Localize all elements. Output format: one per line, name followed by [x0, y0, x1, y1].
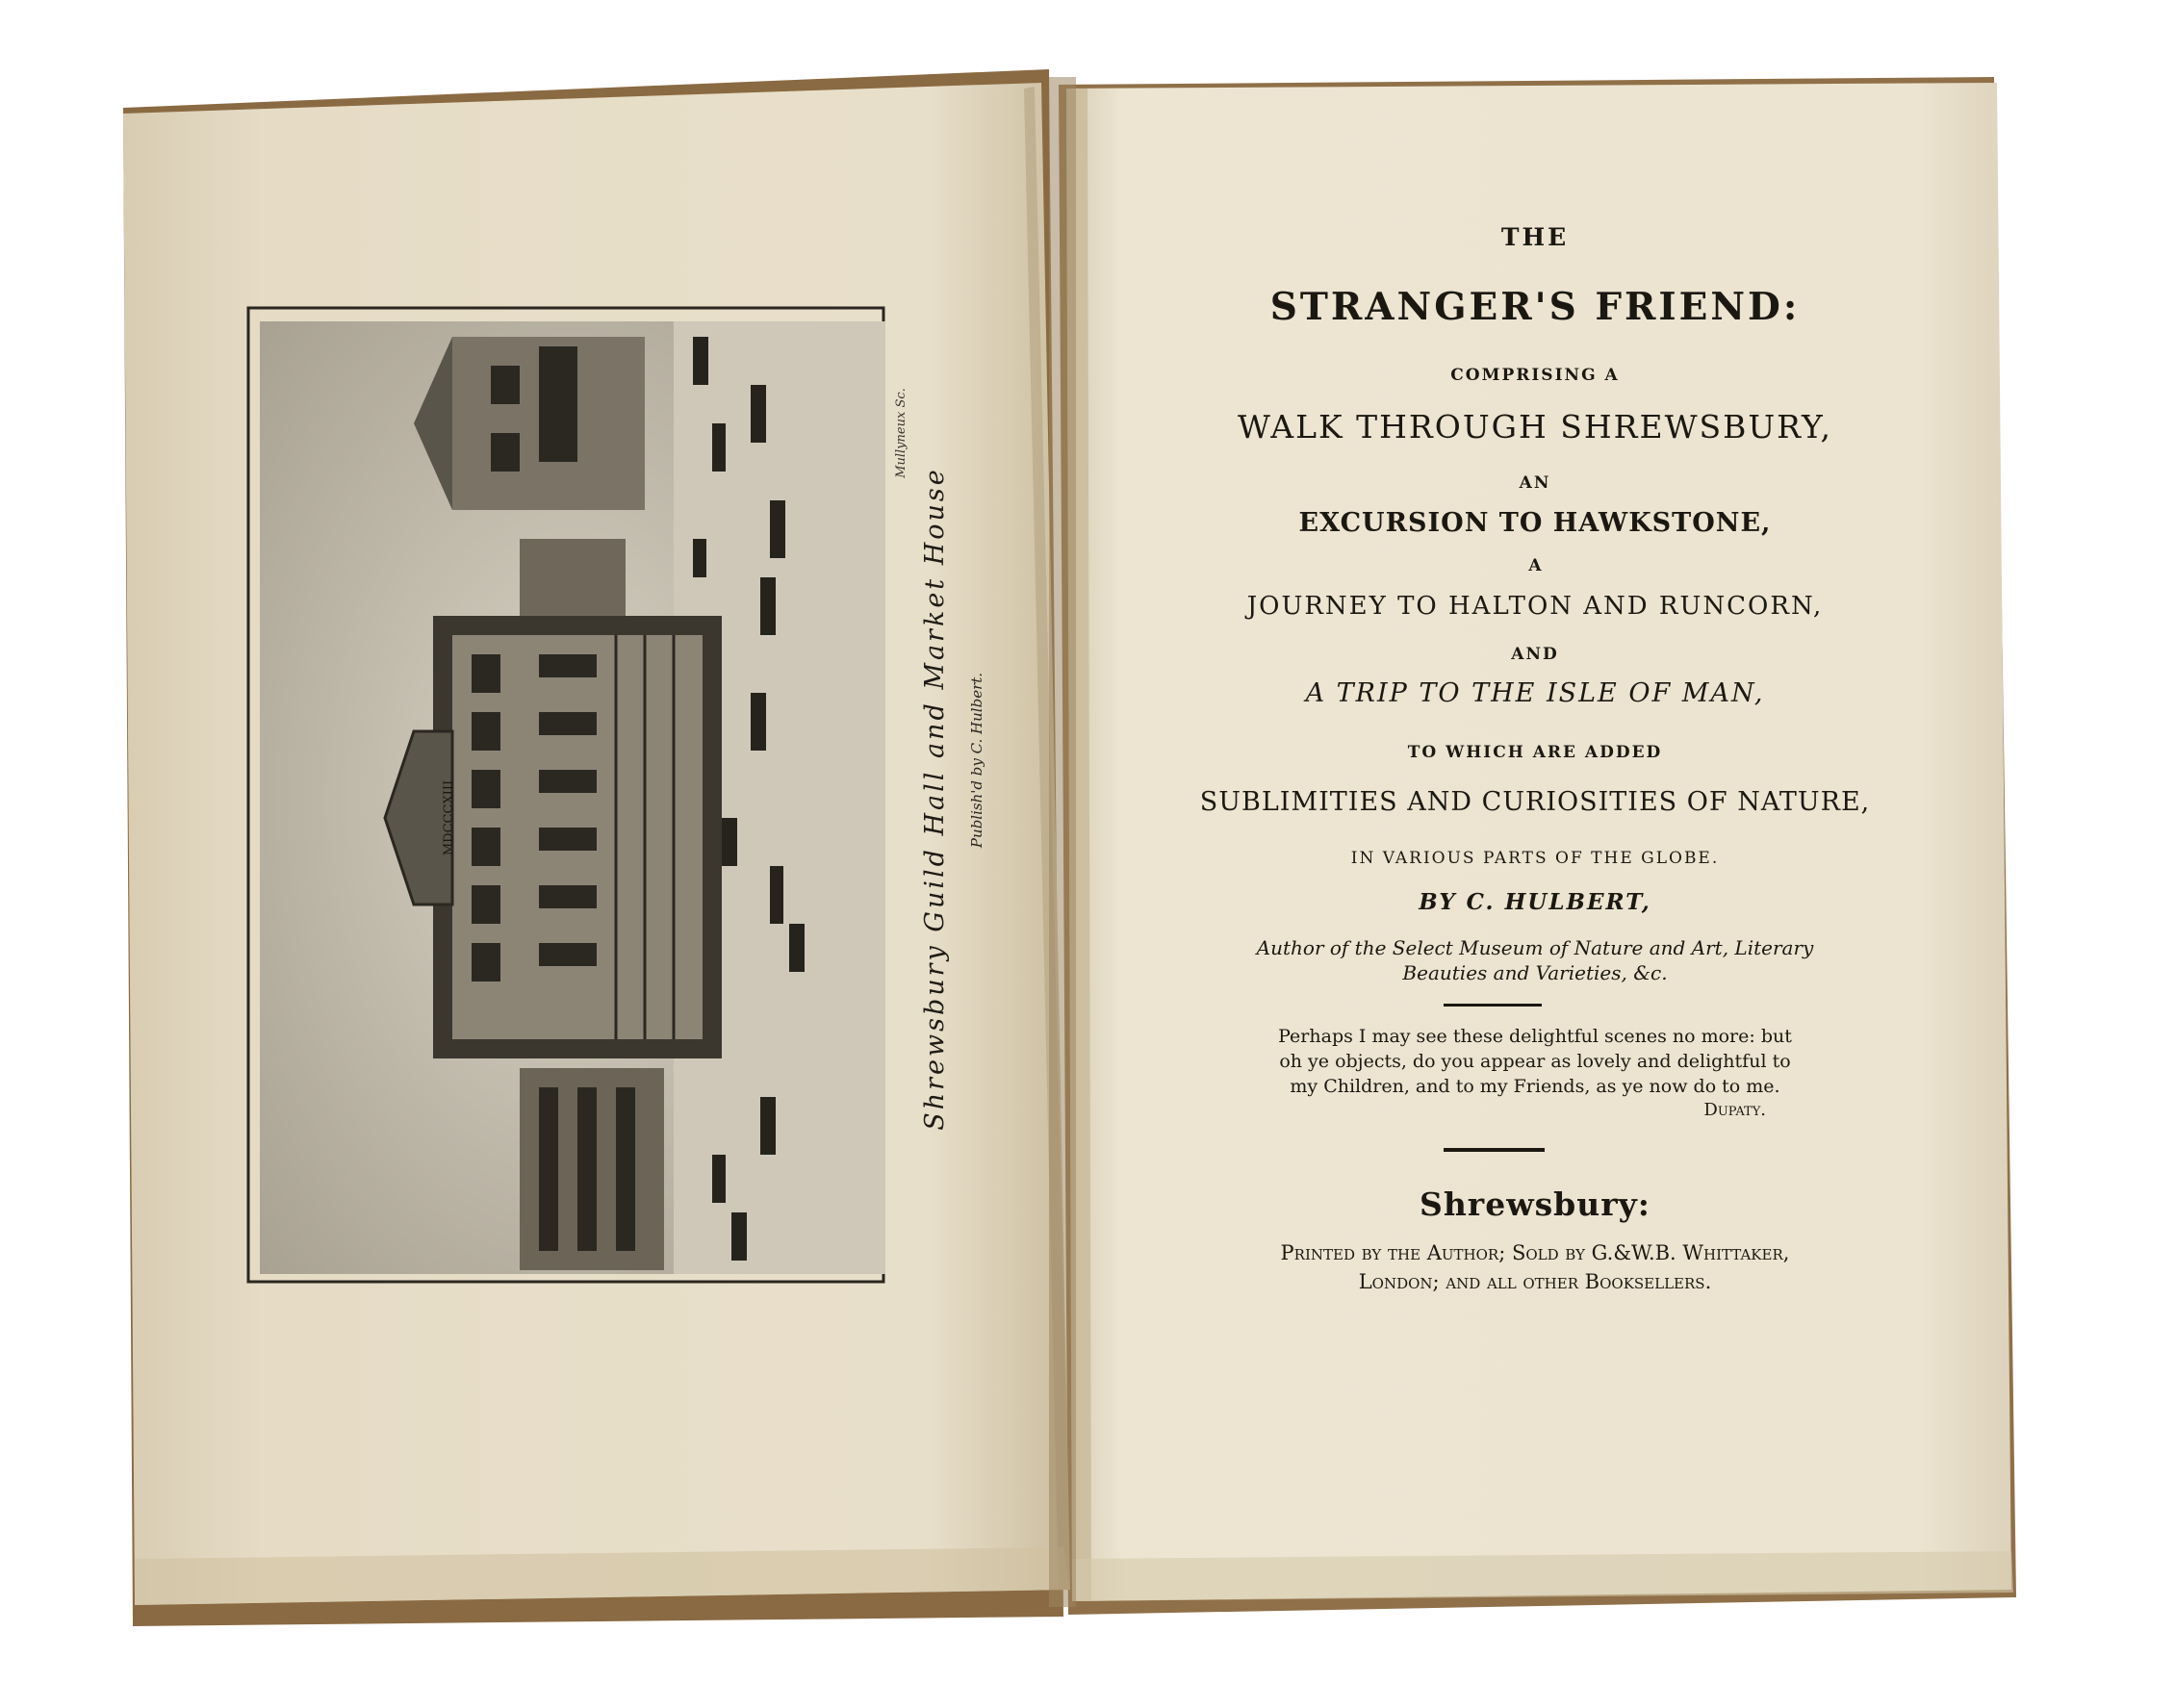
hall-date-inscription: MDCCCXIII	[442, 779, 456, 856]
frontispiece-caption: Shrewsbury Guild Hall and Market House	[920, 467, 950, 1131]
quote-line-1: Perhaps I may see these delightful scenes no more: but	[1278, 1026, 1792, 1047]
engraver-signature: Mullyneux Sc.	[894, 388, 908, 478]
an-line: AN	[1519, 473, 1551, 493]
double-divider-rule	[1444, 1148, 1545, 1152]
main-title: STRANGER'S FRIEND:	[1269, 285, 1801, 329]
globe-line: IN VARIOUS PARTS OF THE GLOBE.	[1350, 849, 1720, 868]
author-line: BY C. HULBERT,	[1419, 889, 1651, 915]
imprint-line-1: Printed by the Author; Sold by G.&W.B. Whittaker,	[1280, 1241, 1790, 1264]
quote-line-3: my Children, and to my Friends, as ye now do to me.	[1290, 1076, 1780, 1097]
and-line: AND	[1511, 645, 1559, 664]
journey-line: JOURNEY TO HALTON AND RUNCORN,	[1246, 592, 1824, 621]
author-works-line-2: Beauties and Varieties, &c.	[1402, 961, 1668, 984]
guild-hall-building	[385, 616, 722, 1058]
quote-attribution: Dupaty.	[1703, 1100, 1766, 1120]
title-the: THE	[1500, 223, 1570, 251]
sublimities-line: SUBLIMITIES AND CURIOSITIES OF NATURE,	[1199, 787, 1871, 817]
comprising-line: COMPRISING A	[1450, 366, 1620, 385]
a-line: A	[1528, 556, 1542, 575]
walk-line: WALK THROUGH SHREWSBURY,	[1237, 408, 1833, 446]
imprint-line-2: London; and all other Booksellers.	[1358, 1270, 1712, 1293]
divider-rule	[1444, 1004, 1542, 1007]
excursion-line: EXCURSION TO HAWKSTONE,	[1298, 508, 1772, 538]
author-works-line-1: Author of the Select Museum of Nature and Art, Literary	[1256, 936, 1814, 959]
market-house-building	[414, 337, 645, 510]
frontispiece-publisher-line: Publish'd by C. Hulbert.	[968, 672, 985, 849]
trip-line: A TRIP TO THE ISLE OF MAN,	[1305, 678, 1765, 708]
added-line: TO WHICH ARE ADDED	[1407, 743, 1663, 762]
quote-line-2: oh ye objects, do you appear as lovely and delightful to	[1279, 1051, 1791, 1072]
imprint-place: Shrewsbury:	[1419, 1185, 1650, 1223]
frontispiece-engraving	[248, 308, 885, 1282]
